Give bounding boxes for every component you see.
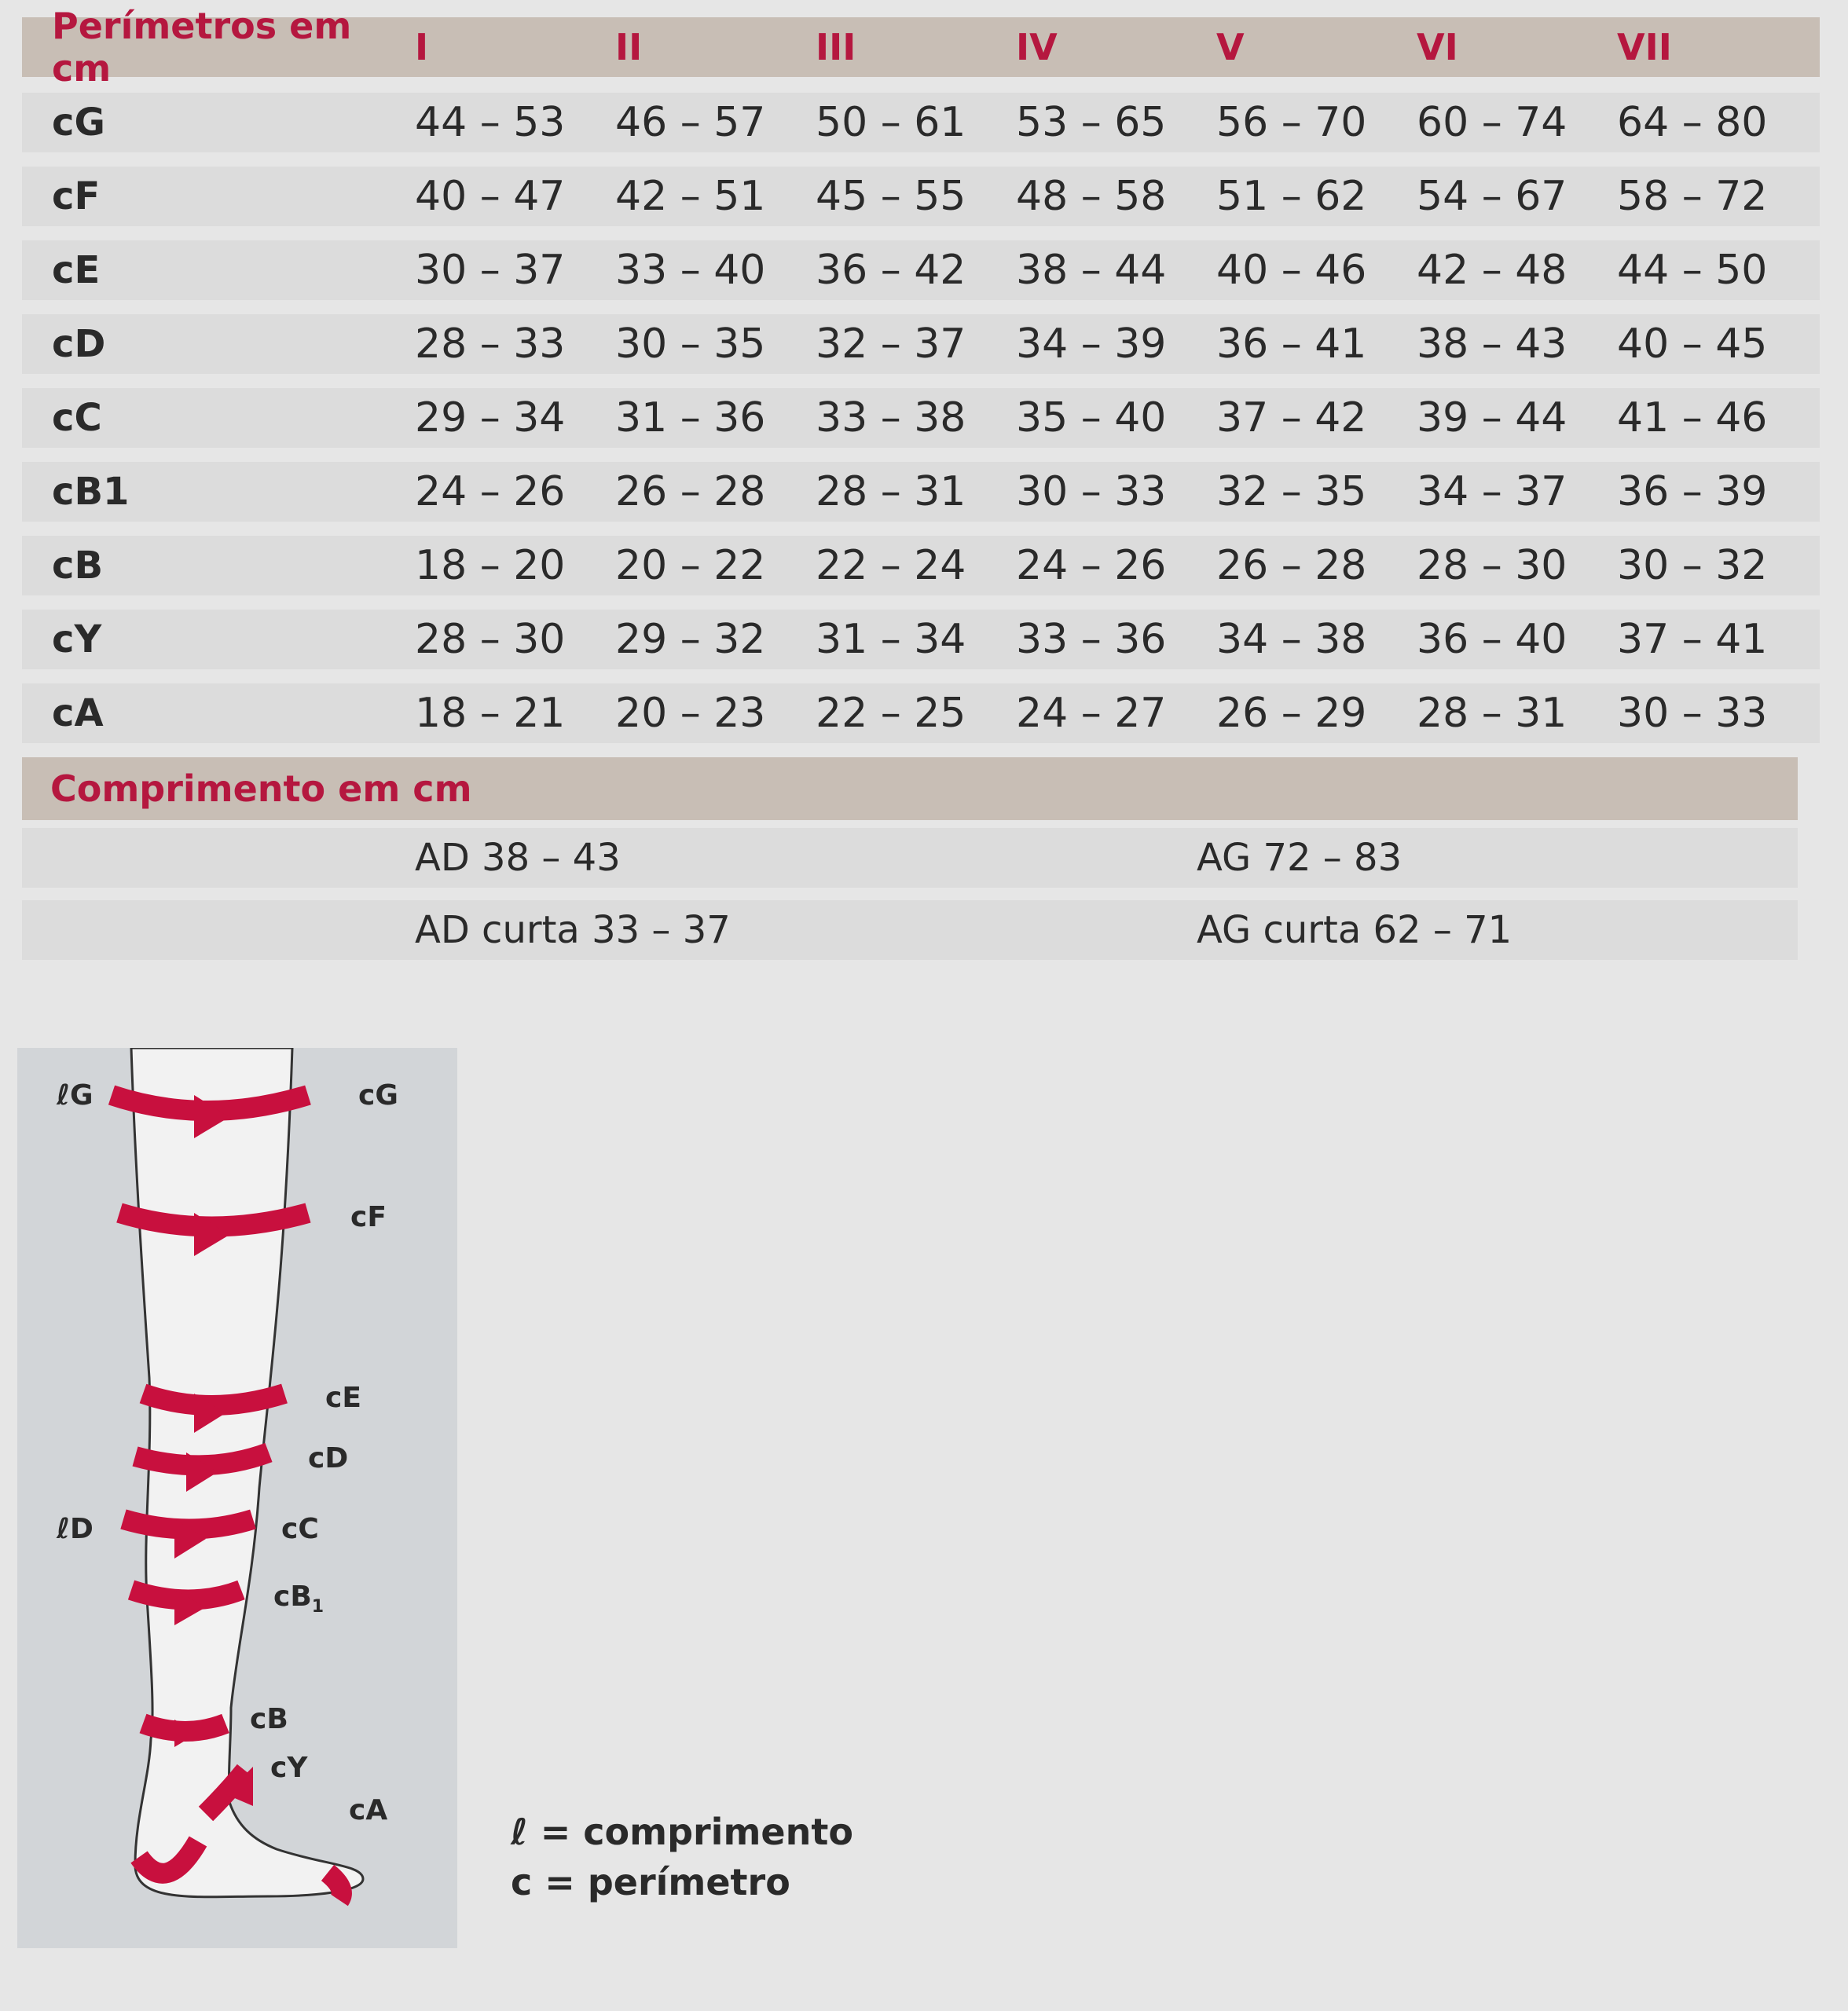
table-cell: 40 – 47 <box>415 173 566 220</box>
length-value: AG curta 62 – 71 <box>1197 908 1512 952</box>
label-cF: cF <box>350 1201 387 1233</box>
length-value: AG 72 – 83 <box>1197 836 1402 880</box>
table-cell: 38 – 43 <box>1417 321 1568 368</box>
table-cell: 33 – 40 <box>615 247 766 294</box>
label-lG: ℓG <box>57 1079 94 1112</box>
length-row <box>22 828 1798 888</box>
table-cell: 42 – 48 <box>1417 247 1568 294</box>
table-cell: 37 – 41 <box>1617 616 1768 663</box>
table-cell: 36 – 42 <box>816 247 966 294</box>
length-value: AD 38 – 43 <box>415 836 621 880</box>
table-cell: 38 – 44 <box>1016 247 1167 294</box>
table-cell: 26 – 28 <box>1216 542 1367 589</box>
table-cell: 24 – 26 <box>1016 542 1167 589</box>
table-cell: 36 – 39 <box>1617 468 1768 515</box>
table-cell: 36 – 41 <box>1216 321 1367 368</box>
band-cC <box>123 1519 253 1529</box>
leg-measurement-diagram <box>17 1048 457 1948</box>
table-row <box>22 93 1820 152</box>
table-cell: 41 – 46 <box>1617 394 1768 441</box>
table-cell: 35 – 40 <box>1016 394 1167 441</box>
size-header-1: I <box>415 26 429 68</box>
size-header-6: VI <box>1417 26 1458 68</box>
table-cell: 24 – 27 <box>1016 690 1167 737</box>
table-cell: 51 – 62 <box>1216 173 1367 220</box>
table-cell: 36 – 40 <box>1417 616 1568 663</box>
row-label: cE <box>52 248 101 292</box>
table-row <box>22 610 1820 669</box>
label-cD: cD <box>308 1442 349 1474</box>
table-cell: 45 – 55 <box>816 173 966 220</box>
table-row <box>22 536 1820 595</box>
row-label: cC <box>52 396 102 440</box>
label-cB: cB <box>250 1703 288 1735</box>
table-cell: 28 – 31 <box>816 468 966 515</box>
table-cell: 22 – 25 <box>816 690 966 737</box>
table-cell: 48 – 58 <box>1016 173 1167 220</box>
table-cell: 46 – 57 <box>615 99 766 146</box>
table-cell: 32 – 37 <box>816 321 966 368</box>
table-cell: 28 – 33 <box>415 321 566 368</box>
label-cG: cG <box>358 1079 398 1112</box>
table-cell: 34 – 39 <box>1016 321 1167 368</box>
table-cell: 58 – 72 <box>1617 173 1768 220</box>
table-cell: 28 – 31 <box>1417 690 1568 737</box>
table-cell: 53 – 65 <box>1016 99 1167 146</box>
table-row <box>22 388 1820 448</box>
legend <box>511 1807 853 1907</box>
table-cell: 20 – 23 <box>615 690 766 737</box>
row-label: cF <box>52 174 101 218</box>
band-cE <box>143 1394 284 1405</box>
table-cell: 30 – 33 <box>1617 690 1768 737</box>
table-cell: 64 – 80 <box>1617 99 1768 146</box>
size-header-5: V <box>1216 26 1245 68</box>
size-header-7: VII <box>1617 26 1672 68</box>
table-cell: 33 – 36 <box>1016 616 1167 663</box>
table-cell: 29 – 34 <box>415 394 566 441</box>
table-cell: 24 – 26 <box>415 468 566 515</box>
table-cell: 54 – 67 <box>1417 173 1568 220</box>
row-label: cG <box>52 101 105 145</box>
row-label: cY <box>52 617 102 661</box>
table-cell: 22 – 24 <box>816 542 966 589</box>
size-table <box>22 5 1820 973</box>
table-cell: 50 – 61 <box>816 99 966 146</box>
length-header: Comprimento em cm <box>22 757 1798 820</box>
label-lD: ℓD <box>57 1513 94 1545</box>
leg-illustration <box>17 1048 457 1948</box>
table-cell: 31 – 36 <box>615 394 766 441</box>
legend-perimeter: c = perímetro <box>511 1861 790 1903</box>
row-label: cA <box>52 691 104 735</box>
table-cell: 31 – 34 <box>816 616 966 663</box>
table-cell: 44 – 50 <box>1617 247 1768 294</box>
table-row <box>22 240 1820 300</box>
band-cA <box>328 1873 342 1900</box>
table-cell: 40 – 45 <box>1617 321 1768 368</box>
label-cC: cC <box>281 1513 319 1545</box>
label-cB1: $cB_1$ <box>273 1581 324 1617</box>
table-cell: 30 – 32 <box>1617 542 1768 589</box>
size-header-4: IV <box>1016 26 1058 68</box>
table-row <box>22 683 1820 743</box>
label-cE: cE <box>325 1382 361 1414</box>
table-cell: 18 – 21 <box>415 690 566 737</box>
table-cell: 29 – 32 <box>615 616 766 663</box>
table-cell: 26 – 29 <box>1216 690 1367 737</box>
table-row <box>22 167 1820 226</box>
table-cell: 39 – 44 <box>1417 394 1568 441</box>
table-cell: 34 – 37 <box>1417 468 1568 515</box>
table-cell: 18 – 20 <box>415 542 566 589</box>
label-cA: cA <box>349 1794 388 1826</box>
table-cell: 28 – 30 <box>415 616 566 663</box>
row-label: cB <box>52 544 104 588</box>
table-row <box>22 462 1820 522</box>
table-row <box>22 314 1820 374</box>
row-label: cB1 <box>52 470 130 514</box>
table-cell: 30 – 33 <box>1016 468 1167 515</box>
perimeter-header <box>22 5 1820 90</box>
length-value: AD curta 33 – 37 <box>415 908 731 952</box>
table-cell: 32 – 35 <box>1216 468 1367 515</box>
table-cell: 28 – 30 <box>1417 542 1568 589</box>
table-cell: 33 – 38 <box>816 394 966 441</box>
size-header-2: II <box>615 26 643 68</box>
table-cell: 44 – 53 <box>415 99 566 146</box>
table-cell: 30 – 37 <box>415 247 566 294</box>
table-cell: 30 – 35 <box>615 321 766 368</box>
table-cell: 60 – 74 <box>1417 99 1568 146</box>
legend-length: ℓ = comprimento <box>511 1811 853 1853</box>
table-cell: 40 – 46 <box>1216 247 1367 294</box>
label-cY: cY <box>270 1752 308 1784</box>
length-row <box>22 900 1798 960</box>
perimeter-header-label: Perímetros em cm <box>52 5 352 90</box>
table-cell: 34 – 38 <box>1216 616 1367 663</box>
table-cell: 20 – 22 <box>615 542 766 589</box>
size-header-3: III <box>816 26 856 68</box>
table-cell: 26 – 28 <box>615 468 766 515</box>
row-label: cD <box>52 322 106 366</box>
table-cell: 56 – 70 <box>1216 99 1367 146</box>
table-cell: 42 – 51 <box>615 173 766 220</box>
table-cell: 37 – 42 <box>1216 394 1367 441</box>
